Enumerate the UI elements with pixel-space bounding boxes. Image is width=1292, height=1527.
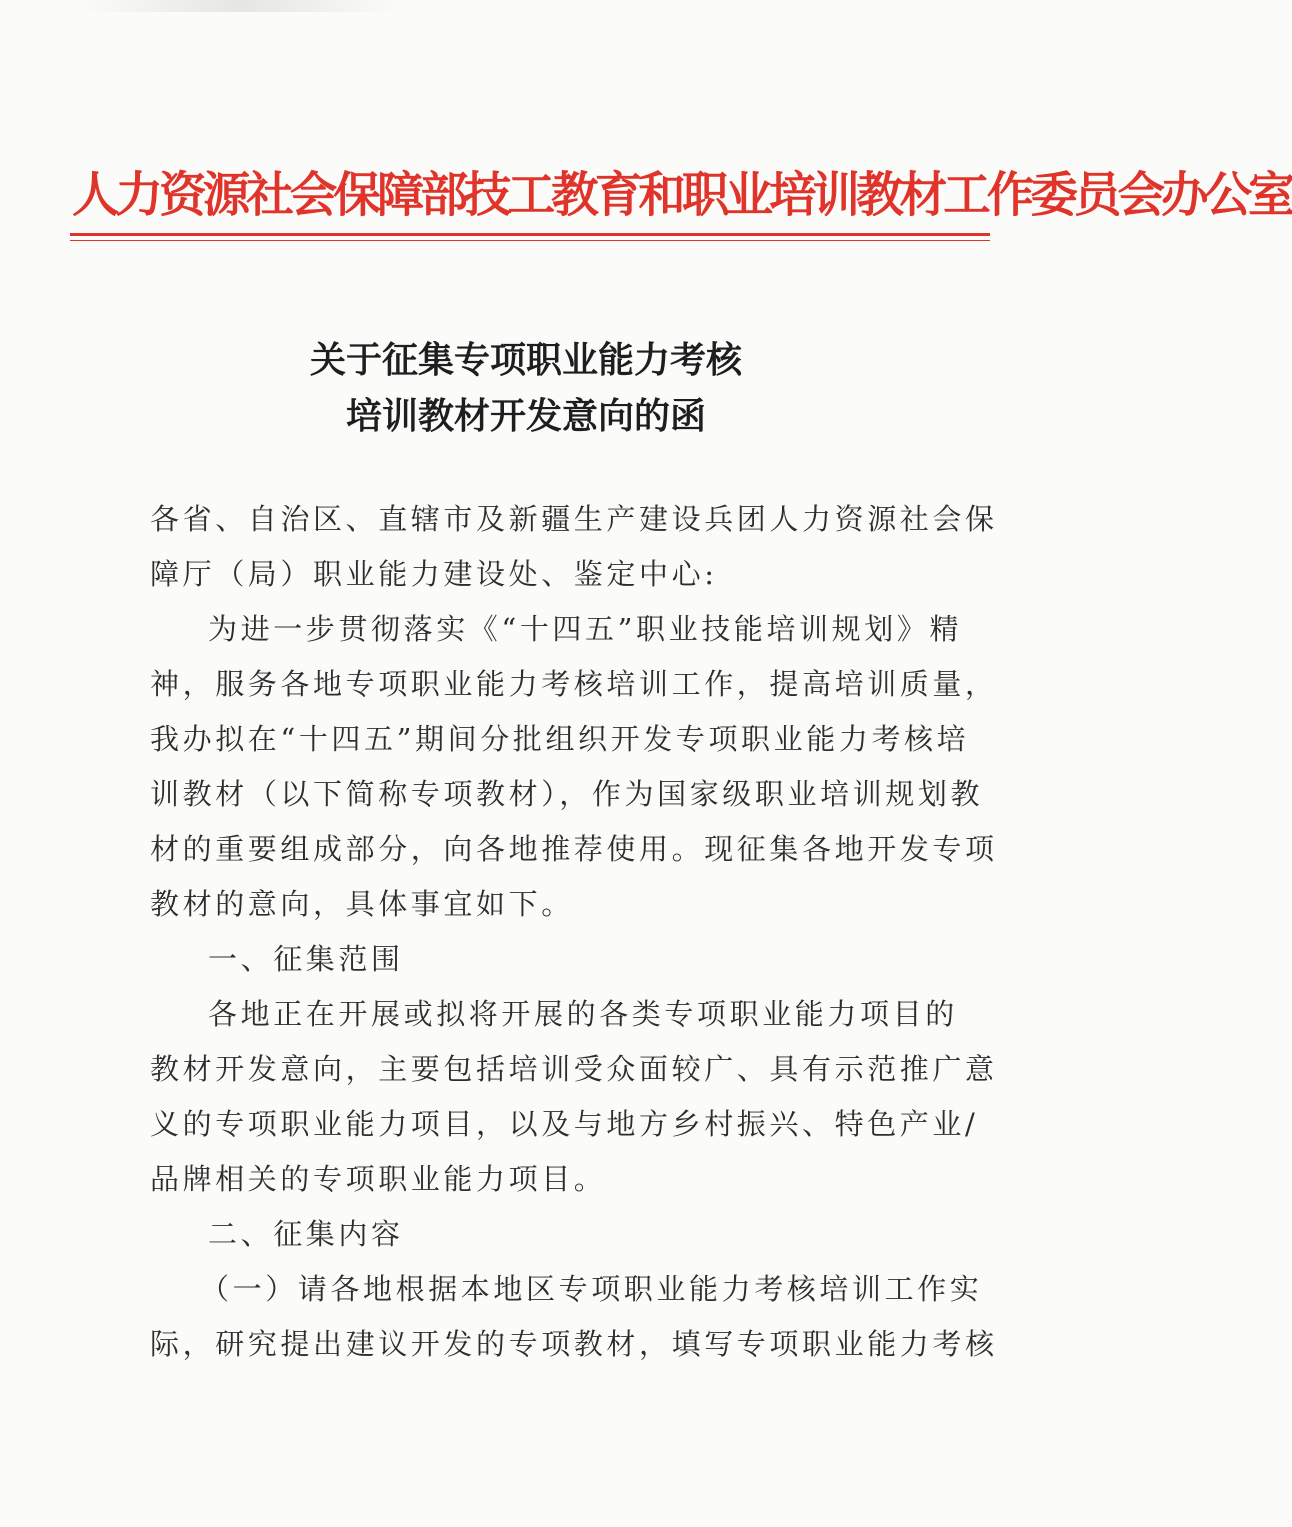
paragraph-1-line-3: 我办拟在“十四五”期间分批组织开发专项职业能力考核培: [150, 722, 970, 756]
paragraph-2-line-4: 品牌相关的专项职业能力项目。: [150, 1162, 607, 1196]
paragraph-1-line-6: 教材的意向，具体事宜如下。: [150, 887, 574, 921]
scan-smudge: [80, 0, 400, 12]
letterhead-org-name: 人力资源社会保障部技工教育和职业培训教材工作委员会办公室: [72, 167, 1292, 223]
paragraph-2-line-1: 各地正在开展或拟将开展的各类专项职业能力项目的: [208, 997, 958, 1031]
paragraph-1-line-1: 为进一步贯彻落实《“十四五”职业技能培训规划》精: [208, 612, 963, 646]
paragraph-1-line-5: 材的重要组成部分，向各地推荐使用。现征集各地开发专项: [150, 832, 998, 866]
document-title-line-2: 培训教材开发意向的函: [345, 395, 706, 437]
section-heading-1: 一、征集范围: [208, 942, 404, 976]
paragraph-3-line-2: 际，研究提出建议开发的专项教材，填写专项职业能力考核: [150, 1327, 998, 1361]
paragraph-3-line-1: （一）请各地根据本地区专项职业能力考核培训工作实: [200, 1272, 983, 1306]
section-heading-2: 二、征集内容: [208, 1217, 404, 1251]
letterhead-red-rule-thin: [70, 240, 990, 241]
letterhead-red-rule: [70, 233, 990, 236]
salutation-line-2: 障厅（局）职业能力建设处、鉴定中心:: [150, 557, 718, 591]
paragraph-2-line-2: 教材开发意向，主要包括培训受众面较广、具有示范推广意: [150, 1052, 998, 1086]
paragraph-1-line-2: 神，服务各地专项职业能力考核培训工作，提高培训质量，: [150, 667, 998, 701]
document-title-line-1: 关于征集专项职业能力考核: [309, 339, 742, 381]
salutation-line-1: 各省、自治区、直辖市及新疆生产建设兵团人力资源社会保: [150, 502, 998, 536]
paragraph-1-line-4: 训教材（以下简称专项教材），作为国家级职业培训规划教: [150, 777, 984, 811]
paragraph-2-line-3: 义的专项职业能力项目，以及与地方乡村振兴、特色产业/: [150, 1107, 979, 1141]
